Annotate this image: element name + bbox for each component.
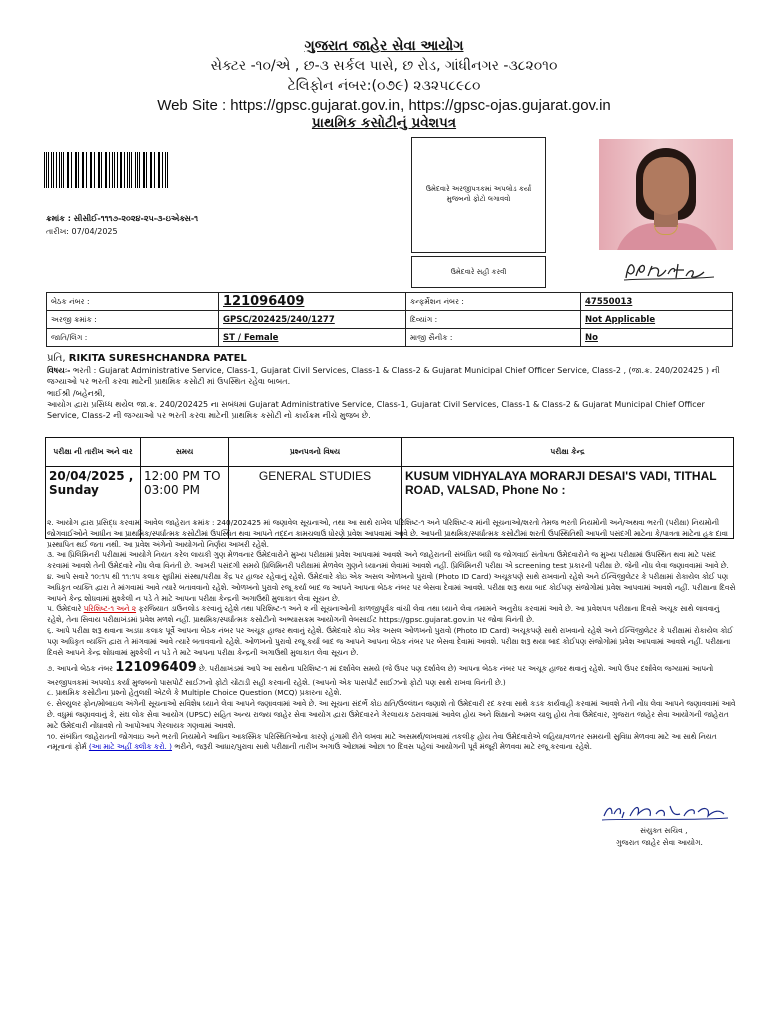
org-phone: ટેલિફોન નંબર:(૦૭૯) ૨૩૨૫૮૯૮૦ <box>287 78 481 94</box>
annexure-link[interactable]: પરિશિષ્ટ-૧ અને ૨ <box>83 604 137 614</box>
document-title: પ્રાથમિક કસોટીનું પ્રવેશપત્ર <box>311 115 457 131</box>
application-number-value: GPSC/202425/240/1277 <box>219 311 406 329</box>
caste-gender-value: ST / Female <box>219 329 406 347</box>
reference-number: ક્રમાંક : સીસીઈ-૧૧૧૭-૨૦૨૪-૨૫-૩-ઇએક્સ-૧ <box>46 214 199 223</box>
disability-value: Not Applicable <box>581 311 733 329</box>
note-7-text-b: છે. પરીક્ષાખંડમાં આપે આ સાથેના પરિશિષ્ટ-૧ માં દર્શાવેલ સમયે (જે ઉપર પણ દર્શાવેલ છે) આપના બેઠક નંબર પર અચૂક હાજર થવાનું રહેશે. આપે ઉપર દર્શાવેલ જગ્યામાં આપનો અરજીપત્રકમાં અપલોડ કર્યા મુજબનો પાસપોર્ટ સાઈઝનો ફોટો ચોંટાડી સહી કરવાની રહેશે. (આપનો એક પાસપોર્ટ સાઈઝનો ફોટો પણ સાથે રાખવા વિનંતી છે.) <box>47 664 714 687</box>
authority-signature <box>600 798 732 826</box>
header-time: સમય <box>141 438 229 467</box>
exam-date: 20/04/2025 , Sunday <box>46 467 141 539</box>
seat-number-value: 121096409 <box>219 293 406 311</box>
greeting: ભાઈશ્રી /બહેનશ્રી, <box>47 388 106 398</box>
subject-label: વિષયઃ- <box>47 366 71 375</box>
header-subject: પ્રશ્નપત્રનો વિષય <box>229 438 402 467</box>
exam-centre: KUSUM VIDHYALAYA MORARJI DESAI'S VADI, TITHAL ROAD, VALSAD, Phone No : <box>402 467 734 539</box>
org-title: ગુજરાત જાહેર સેવા આયોગ <box>304 38 464 54</box>
exam-time: 12:00 PM TO 03:00 PM <box>141 467 229 539</box>
note-5-text-a: ૫. ઉમેદવારે <box>47 604 84 614</box>
ex-serviceman-label: માજી સૈનીક : <box>406 329 581 347</box>
note-7-seat-number: 121096409 <box>115 660 197 676</box>
signatory-title: સંયુક્ત સચિવ , <box>640 826 688 835</box>
application-number-label: અરજી ક્રમાંક : <box>47 311 219 329</box>
sign-box-instruction: ઉમેદવારે સહી કરવી <box>450 267 507 276</box>
ex-serviceman-value: No <box>581 329 733 347</box>
note-7 <box>47 658 737 688</box>
signatory-org: ગુજરાત જાહેર સેવા આયોગ. <box>616 838 703 847</box>
note-10-text-a: ૧૦. સંબંધિત જાહેરાતની જોગવાઇ અને ભરતી નિયમોને આધિન આકસ્મિક પરિસ્થિતિઓના કારણે હંગામી રીતે લખવા માટે અસમર્થ/લખવામાં તકલીફ હોય તેવા ઉમેદવારોએ લહિયા/વળતર સમયની સુવિધા મેળવવા માટે આ સાથે નિયત નમૂનાનાં ફોર્મ <box>47 731 717 752</box>
org-address: સેક્ટર -૧૦/એ , છ-૩ સર્કલ પાસે, છ રોડ, ગાંધીનગર -૩૮૨૦૧૦ <box>210 58 558 74</box>
confirmation-number-label: કન્ફર્મેશન નંબર : <box>406 293 581 311</box>
note-6: ૬. આપે પરીક્ષા શરૂ થવાના અડધા કલાક પૂર્વે આપના બેઠક નંબર પર અચૂક હાજર થવાનું રહેશે. ઉમેદવારે કોઇ એક અસલ ઓળખનો પુરાવો (Photo ID Card) અચૂકપણે સાથે રાખવાનો રહેશે અને ઈન્વિજીલેટર કે પરીક્ષામાં રોકાયેલ કોઈ પણ અધિકૃત વ્યક્તિ દ્વારા તે માંગવામાં આવે ત્યારે બતાવવાનો રહેશે. ઓળખનો પુરાવો રજૂ કર્યા બાદ જ આપને આપના બેઠક નંબર પર બેસવા દેવામાં આવશે. પરીક્ષા શરૂ થયા બાદ કોઈપણ સંજોગોમાં પ્રવેશ આપવામાં આવશે નહીં. પરીક્ષાના દિવસે આપને કેન્દ્ર શોધવામાં મુશ્કેલી ન પડે તે માટે આપના પરીક્ષા કેન્દ્રની અગાઉથી મુલાકાત લેવા સૂચન છે. <box>47 625 733 657</box>
note-2: ૨. આયોગ દ્વારા પ્રસિદ્ધ કરવામાં આવેલ જાહેરાત ક્રમાંક : 240/202425 માં જણાવેલ સૂચનાઓ, તથા આ સાથે રાખેલ પરિશિષ્ટ-૧ અને પરિશિષ્ટ-૨ માંની સૂચનાઓ/શરતો તેમજ ભરતી નિયમોની અને/અથવા ભરતી (પરીક્ષા) નિયમોની જોગવાઈઓને આધીન આ પ્રાથમિક/સ્પર્ધાત્મક કસોટીમાં ઉપસ્થિત થવા આપને તદ્દન કામચલાઉ ધોરણે પ્રવેશ આપવામાં આવે છે. આપની પ્રાથમિક/સ્પર્ધાત્મક કસોટીમાં શરતી ઉપસ્થિતિથી આપની પસંદગી માટેના કે/પાત્રતા માટેના હક દાવા પ્રસ્થાપિત થઈ જતા નથી. આ પ્રવેશ અંગેનો આયોગનો નિર્ણય આખરી રહેશે. <box>47 518 728 549</box>
signature-placeholder-box <box>411 256 546 288</box>
candidate-photo <box>599 139 733 250</box>
note-3: ૩. આ પ્રિલિમિનરી પરીક્ષામાં આયોગે નિયત કરેલ લાયકી ગુણ મેળવનાર ઉમેદવારોને મુખ્ય પરીક્ષામાં પ્રવેશ આપવામાં આવશે અને જાહેરાતની સંબંધિત બધી જ જોગવાઈ સંતોષતા ઉમેદવારોને જ મુખ્ય પરીક્ષામાં ઉપસ્થિત થવા માટે પસંદ કરવામાં આવશે તેની ઉમેદવારે નોંધ લેવા વિનંતી છે. આખરી પસંદગી સમયે પ્રિલિમિનરી પરીક્ષામાં મેળવેલ ગુણને ધ્યાનમાં લેવામાં આવશે નહીં. પ્રિલિમિનરી પરીક્ષા એ screening test પ્રકારની પરીક્ષા છે. જેની નોંધ લેવા જણાવવામાં આવે છે. <box>47 550 729 571</box>
reference-date: તારીખ: 07/04/2025 <box>46 227 118 236</box>
candidate-addressee <box>47 353 247 364</box>
candidate-signature <box>618 258 722 284</box>
addressee-prefix: પ્રતિ, <box>47 353 66 364</box>
confirmation-number-value: 47550013 <box>581 293 733 311</box>
instructions <box>47 518 737 753</box>
candidate-info-table <box>46 292 733 347</box>
schedule-intro: આયોગ દ્વારા પ્રસિધ્ધ થયેલ જા.ક્ર. 240/202425 ના સબંધમાં Gujarat Administrative Service, Class-1, Gujarat Civil Services, Class-1 & Class-2 & Gujarat Municipal Chief Officer Service, Class-2 ની જગ્યાઓ પર ભરતી કરવા માટેની પ્રાથમિક કસોટી નો કાર્યક્રમ નીચે મુજબ છે. <box>47 400 705 421</box>
note-8: ૮. પ્રાથમિક કસોટીના પ્રશ્નો હેતુલક્ષી એટલે કે Multiple Choice Question (MCQ) પ્રકારના રહેશે. <box>47 688 342 698</box>
disability-label: દિવ્યાંગ : <box>406 311 581 329</box>
note-5 <box>47 604 737 626</box>
caste-gender-label: જાતિ/લિંગ : <box>47 329 219 347</box>
photo-box-instruction: ઉમેદવારે અરજીપત્રકમાં અપલોડ કર્યા મુજબનો ફોટો લગાવવો <box>425 185 532 203</box>
note-5-text-b: ફરજિયાત ડાઉનલોડ કરવાનું રહેશે તથા પરિશિષ્ટ-૧ અને ૨ ની સૂચનાઓની કાળજીપૂર્વક વાંચી લેવા તથા ધ્યાને લેવા તમામને અનુરોધ કરવામાં આવે છે. આ પ્રવેશપત્ર પરીક્ષાના દિવસે અચૂક સાથે લાવવાનું રહેશે, તેના સિવાય પરીક્ષાખંડમાં પ્રવેશ મળશે નહીં. પ્રાથમિક/સ્પર્ધાત્મક કસોટીનો અભ્યાસક્રમ આયોગની વેબસાઈટ https://gpsc.gujarat.gov.in પર જોવા વિનંતી છે. <box>47 604 720 625</box>
header-date: પરીક્ષા ની તારીખ અને વાર <box>46 438 141 467</box>
seat-number-label: બેઠક નંબર : <box>47 293 219 311</box>
note-10-text-b: ભરીને, જરૂરી આધાર/પુરાવા સાથે પરીક્ષાની તારીખ અગાઉ ઓછામાં ઓછા ૧૦ દિવસ પહેલાં આયોગની પૂર્વ મંજૂરી મેળવવા માટે રજૂ કરવાના રહેશે. <box>172 742 592 752</box>
note-9: ૯. સેલ્યુલર ફોન/મોબાઇલ અંગેની સૂચનાઓ સવિશેષ ધ્યાને લેવા આપને જણાવવામાં આવે છે. આ સૂચના સંદર્ભે કોઇ ક્ષતિ/ઉલ્લંઘન જણાશે તો ઉમેદવારી રદ કરવા સાથે કડક કાર્યવાહી કરવામાં આવશે તેની નોંધ લેવા આપને જણાવવામાં આવે છે. વધુમાં જણાવવાનું કે, સંઘ લોક સેવા આયોગ (UPSC) સહિત અન્ય રાજ્ય જાહેર સેવા આયોગ દ્વારા ઉમેદવારને ગેરલાયક ઠરાવવામાં આવેલ હોય અને શિક્ષાનો અમલ ચાલુ હોય તેવા ઉમેદવાર, ગુજરાત જાહેર સેવા આયોગની જાહેરાત માટે ઉમેદવારી નોંધાવશે તો આપોઆપ ગેરલાયક ગણવામાં આવશે. <box>47 699 736 730</box>
header-centre: પરીક્ષા કેન્દ્ર <box>402 438 734 467</box>
note-10 <box>47 732 737 754</box>
photo-placeholder-box <box>411 137 546 253</box>
note-7-text-a: ૭. આપનો બેઠક નંબર <box>47 664 116 674</box>
candidate-name: RIKITA SURESHCHANDRA PATEL <box>68 353 247 364</box>
barcode <box>44 152 169 188</box>
scribe-form-link[interactable]: (આ માટે અહીં ક્લીક કરો. ) <box>88 742 173 752</box>
org-website: Web Site : https://gpsc.gujarat.gov.in, https://gpsc-ojas.gujarat.gov.in <box>157 97 611 114</box>
note-4: ૪. આપે સવારે ૧૦:૧૫ થી ૧૧:૧૫ કલાક સુધીમાં સંસ્થા/પરીક્ષા કેંદ્ર પર હાજર રહેવાનું રહેશે. ઉમેદવારે કોઇ એક અસલ ઓળખનો પુરાવો (Photo ID Card) અચૂકપણે સાથે રાખવાનો રહેશે અને ઈન્વિજીલેટર કે પરીક્ષામાં રોકાયેલ કોઈ પણ અધિકૃત વ્યક્તિ દ્વારા તે માંગવામાં આવે ત્યારે બતાવવાનો રહેશે. ઓળખનો પુરાવો રજૂ કર્યા બાદ જ આપને આપના બેઠક નંબર પર બેસવા દેવામાં આવશે. પરીક્ષા શરૂ થયા બાદ કોઈપણ સંજોગોમાં પ્રવેશ આપવામાં આવશે નહીં. પરીક્ષાના દિવસે આપને કેન્દ્ર શોધવામાં મુશ્કેલી ન પડે તે માટે આપના પરીક્ષા કેન્દ્રની અગાઉથી મુલાકાત લેવા સૂચન છે. <box>47 571 736 603</box>
subject-text: ભરતી : Gujarat Administrative Service, Class-1, Gujarat Civil Services, Class-1 & Class-2 & Gujarat Municipal Chief Officer Service, Class-2 , (જા.ક્ર. 240/202425 ) ની જગ્યાઓ પર ભરતી કરવા માટેની પ્રાથમિક કસોટી માં ઉપસ્થિત રહેવા બાબત. <box>47 366 720 387</box>
subject-section <box>47 365 737 422</box>
exam-subject: GENERAL STUDIES <box>229 467 402 539</box>
